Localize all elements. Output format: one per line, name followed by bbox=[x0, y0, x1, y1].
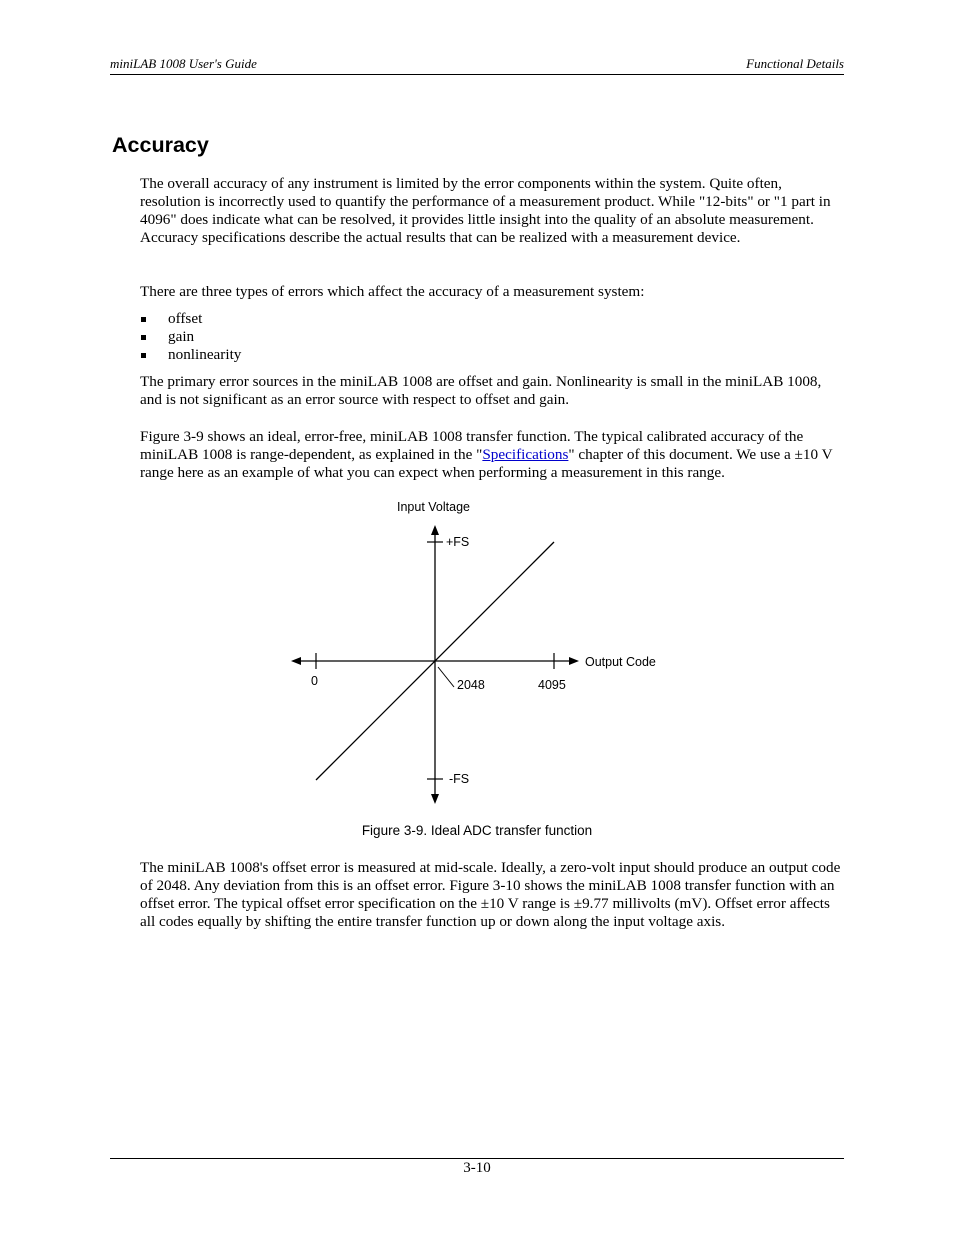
paragraph-overall-accuracy: The overall accuracy of any instrument is limited by the error components within the system. Quite often, resolution is incorrectly used to quantify the performance of a measurement product. While "12-bits" or "1 part in 4096" does indicate what can be resolved, it provides little insight into the quality of an absolute measurement. Accuracy specifications describe the actual results that can be realized with a measurement device. bbox=[140, 175, 831, 246]
x-axis-label: Output Code bbox=[585, 655, 656, 669]
y-axis-label: Input Voltage bbox=[397, 500, 470, 514]
page-number: 3-10 bbox=[463, 1160, 491, 1176]
paragraph-figure-intro-text-1: Figure 3-9 shows an ideal, error-free, miniLAB 1008 transfer function. The typical calibrated accuracy of the miniLAB 1008 is range-dependent, as explained in the " bbox=[140, 428, 804, 463]
list-item: gain bbox=[140, 328, 241, 346]
max-code-label: 4095 bbox=[538, 678, 566, 692]
header-doc-title: miniLAB 1008 User's Guide bbox=[110, 56, 257, 71]
mid-code-pointer bbox=[438, 667, 454, 687]
y-axis-arrow-up bbox=[431, 525, 439, 535]
header-section-title: Functional Details bbox=[746, 56, 844, 71]
specifications-link[interactable]: Specifications bbox=[482, 446, 569, 463]
paragraph-primary-error-sources-text: The primary error sources in the miniLAB 1008 are offset and gain. Nonlinearity is small in the miniLAB 1008, and is not significant as an error source with respect to offset and gain. bbox=[140, 373, 822, 408]
figure-caption: Figure 3-9. Ideal ADC transfer function bbox=[361, 823, 593, 838]
minus-fs-label: -FS bbox=[449, 772, 470, 786]
list-item: nonlinearity bbox=[140, 346, 241, 364]
mid-code-label: 2048 bbox=[457, 678, 485, 692]
plus-fs-label: +FS bbox=[446, 535, 470, 549]
paragraph-figure-intro-text-2: " chapter of this document. We use a ±10 V range here as an example of what you can expect when performing a measurement in this range. bbox=[140, 446, 833, 481]
x-axis-arrow-left bbox=[291, 657, 301, 665]
list-item: offset bbox=[140, 310, 241, 328]
paragraph-offset-error: The miniLAB 1008's offset error is measured at mid-scale. Ideally, a zero-volt input should produce an output code of 2048. Any deviation from this is an offset error. Figure 3-10 shows the miniLAB 1008 transfer function with an offset error. The typical offset error specification on the ±10 V range is ±9.77 millivolts (mV). Offset error affects all codes equally by shifting the entire transfer function up or down along the input voltage axis. bbox=[140, 859, 841, 930]
zero-label: 0 bbox=[311, 674, 318, 688]
y-axis-arrow-down bbox=[431, 794, 439, 804]
x-axis-arrow-right bbox=[569, 657, 579, 665]
section-title: Accuracy bbox=[112, 133, 209, 157]
page-footer bbox=[110, 1158, 844, 1177]
paragraph-error-types-intro: There are three types of errors which affect the accuracy of a measurement system: bbox=[140, 283, 645, 300]
